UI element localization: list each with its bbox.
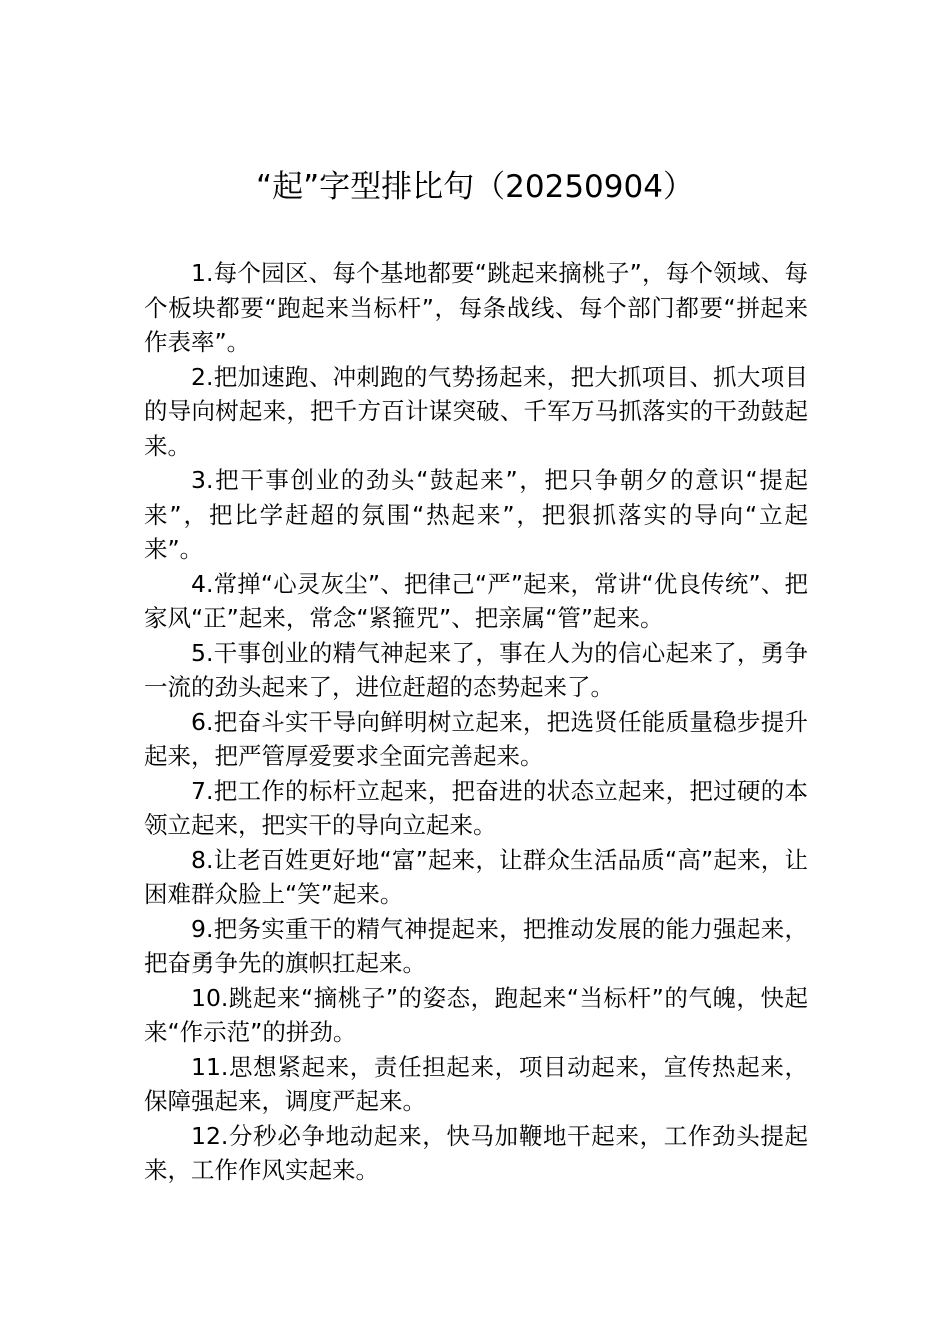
paragraph-4: 4.常掸“心灵灰尘”、把律己“严”起来，常讲“优良传统”、把家风“正”起来，常念“紧箍咒”、把亲属“管”起来。 [144, 569, 808, 632]
paragraph-8: 8.让老百姓更好地“富”起来，让群众生活品质“高”起来，让困难群众脸上“笑”起来。 [144, 845, 808, 908]
paragraph-1: 1.每个园区、每个基地都要“跳起来摘桃子”，每个领域、每个板块都要“跑起来当标杆”，每条战线、每个部门都要“拼起来作表率”。 [144, 259, 808, 356]
paragraph-11: 11.思想紧起来，责任担起来，项目动起来，宣传热起来，保障强起来，调度严起来。 [144, 1052, 808, 1115]
document-body [144, 256, 808, 1188]
document-title: “起”字型排比句（20250904） [256, 169, 694, 205]
paragraph-5: 5.干事创业的精气神起来了，事在人为的信心起来了，勇争一流的劲头起来了，进位赶超的态势起来了。 [144, 638, 808, 701]
paragraph-12: 12.分秒必争地动起来，快马加鞭地干起来，工作劲头提起来，工作作风实起来。 [144, 1121, 808, 1184]
paragraph-9: 9.把务实重干的精气神提起来，把推动发展的能力强起来，把奋勇争先的旗帜扛起来。 [144, 914, 808, 977]
paragraph-3: 3.把干事创业的劲头“鼓起来”，把只争朝夕的意识“提起来”，把比学赶超的氛围“热起来”，把狠抓落实的导向“立起来”。 [144, 466, 808, 563]
paragraph-2: 2.把加速跑、冲刺跑的气势扬起来，把大抓项目、抓大项目的导向树起来，把千方百计谋突破、千军万马抓落实的干劲鼓起来。 [144, 362, 808, 460]
paragraph-7: 7.把工作的标杆立起来，把奋进的状态立起来，把过硬的本领立起来，把实干的导向立起来。 [144, 776, 808, 839]
paragraph-10: 10.跳起来“摘桃子”的姿态，跑起来“当标杆”的气魄，快起来“作示范”的拼劲。 [144, 983, 808, 1046]
paragraph-6: 6.把奋斗实干导向鲜明树立起来，把选贤任能质量稳步提升起来，把严管厚爱要求全面完善起来。 [144, 707, 808, 770]
